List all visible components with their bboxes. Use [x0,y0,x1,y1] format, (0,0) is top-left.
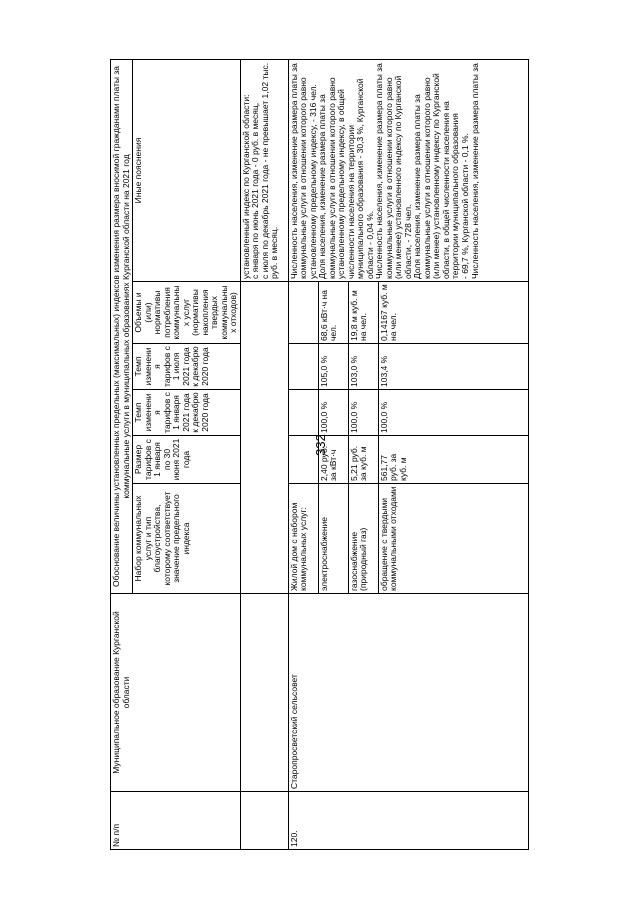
header-col-volume: Объемы и (или) нормативы потребления коммунальных услуг (нормативы накопления твердых коммунальных отходов) [133,282,241,344]
service-growth2: 103,4 % [378,344,528,390]
header-col-growth1: Темп изменения тарифов с 1 января 2021 года к декабрю 2020 года [133,390,241,436]
prev-note: установленный индекс по Курганской области: [240,94,251,279]
service-growth1: 100,0 % [378,390,528,436]
row-notes [288,59,528,281]
row-housing-type: Жилой дом с набором коммунальных услуг: [288,484,318,594]
service-name: обращение с твердыми коммунальными отходами [378,484,528,594]
prev-note: с июля по декабрь 2021 года - не превышает 1,02 тыс. руб. в месяц. [259,62,280,279]
service-tariff: 561,77 руб. за куб. м [378,436,528,484]
service-name: электроснабжение [318,484,348,594]
note: - 69,7 %, Курганской области - 0,1 %. [459,133,470,279]
note: Доля населения, изменение размера платы за коммунальные услуги в отношении которого равно (или менее) установленному индексу по Курганской области, в общей численности населения на территории муниципального образования [412,73,461,279]
service-tariff: 2,40 руб. за кВт·ч [318,436,348,484]
header-col-tariff: Размер тарифов с 1 января по 30 июня 2021 года [133,436,241,484]
header-title: Обоснование величины установленных предельных (максимальных) индексов изменения размера вносимой гражданами платы за коммунальные услуги в муниципальных образованиях Курганской области на 2021 год [111,59,133,593]
prev-row [240,59,288,849]
header-num: № п/п [111,792,241,850]
header-col-notes: Иные пояснения [133,59,241,281]
header-municipality: Муниципальное образование Курганской области [111,594,241,792]
header-col-service: Набор коммунальных услуг и тип благоустройства, которому соответствует значение предельного индекса [133,484,241,594]
service-tariff: 5,21 руб. за куб. м [348,436,378,484]
note: Численность населения, изменение размера платы за коммунальные услуги в отношении которого равно (или менее) установленного индексу по Курганской области, - 728 чел. [374,63,413,279]
tariff-table [110,59,529,850]
service-growth1: 100,0 % [318,390,348,436]
service-volume: 0,14167 куб. м на чел. [378,282,528,344]
page-number: 332 [313,434,328,456]
note: Численность населения, изменение размера платы за [469,63,480,279]
row-num: 120. [288,792,528,850]
prev-row-notes [240,59,288,281]
service-growth1: 100,0 % [348,390,378,436]
row-housing [288,59,318,849]
header-col-growth2: Темп изменения тарифов с 1 июля 2021 года к декабрю 2020 года [133,344,241,390]
service-volume: 68,6 кВт·ч на чел. [318,282,348,344]
service-name: газоснабжение (природный газ) [348,484,378,594]
note: Доля населения, изменение размера платы за коммунальные услуги в отношении которого равно установленному предельному индексу, в общей численности населения на территории муниципального образования - 30,3 %, Курганской области - 0,04 %. [317,77,375,279]
service-growth2: 105,0 % [318,344,348,390]
header-row [111,59,133,849]
note: Численность населения, изменение размера платы за коммунальные услуги в отношении которого равно установленному предельному индексу, - 316 чел. [288,63,318,279]
rotated-table-container [110,60,600,850]
prev-note: с января по июнь 2021 года - 0 руб. в месяц, [250,102,261,279]
service-growth2: 103,0 % [348,344,378,390]
service-volume: 19,8 м куб. м на чел. [348,282,378,344]
row-municipality: Старопросветский сельсовет [288,594,528,792]
